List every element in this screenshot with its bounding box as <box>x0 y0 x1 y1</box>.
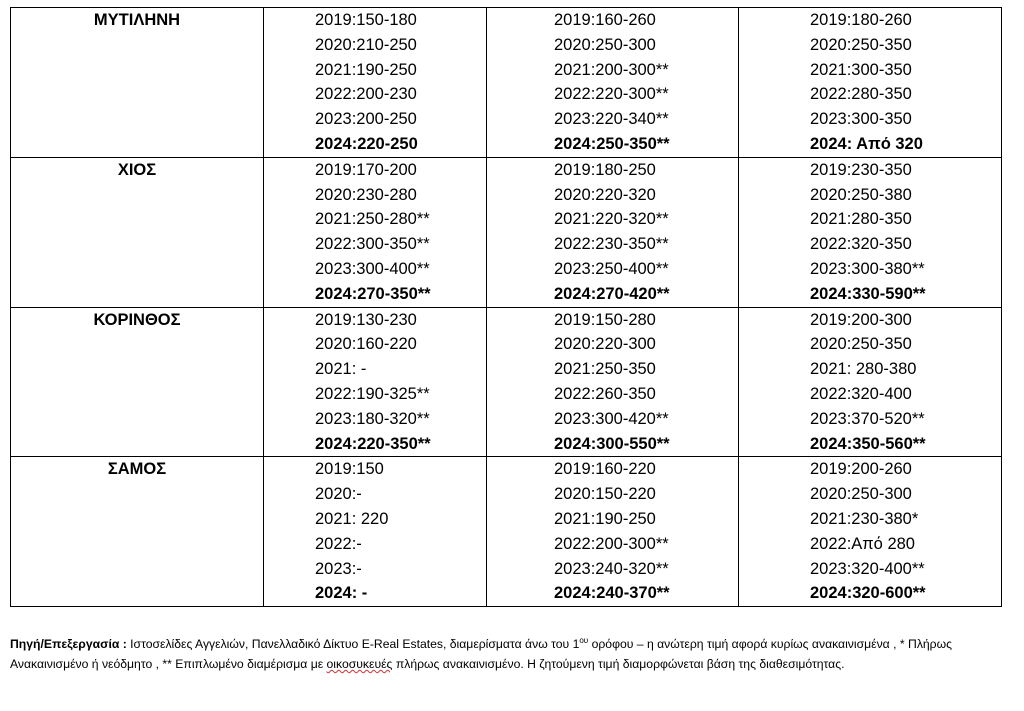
price-line: 2024:350-560** <box>810 434 926 453</box>
price-line: 2022:200-300** <box>554 534 669 553</box>
city-cell: ΚΟΡΙΝΘΟΣ <box>11 307 264 457</box>
price-cell-col3 <box>739 457 1002 607</box>
price-cell-col3 <box>739 8 1002 158</box>
price-line: 2020:160-220 <box>315 335 417 354</box>
footnote-text-part1: Ιστοσελίδες Αγγελιών, Πανελλαδικό Δίκτυο E-Real Estates, διαμερίσματα άνω του 1 <box>126 637 580 651</box>
price-line: 2024:300-550** <box>554 434 670 453</box>
price-cell-col1 <box>264 307 487 457</box>
price-line: 2022:230-350** <box>554 235 669 254</box>
price-line: 2023:250-400** <box>554 259 669 278</box>
price-line: 2022:190-325** <box>315 384 430 403</box>
price-line: 2019:180-260 <box>810 11 912 29</box>
price-line: 2023:220-340** <box>554 110 669 129</box>
price-line: 2022:260-350 <box>554 384 656 403</box>
price-line: 2020:220-320 <box>554 185 656 204</box>
price-line: 2023:- <box>315 559 362 578</box>
price-cell-col1 <box>264 157 487 307</box>
price-line: 2020:250-300 <box>810 485 912 504</box>
city-cell: ΣΑΜΟΣ <box>11 457 264 607</box>
price-cell-col2 <box>487 457 739 607</box>
price-line: 2022:320-400 <box>810 384 912 403</box>
price-line: 2023:200-250 <box>315 110 417 129</box>
price-line: 2019:150-280 <box>554 310 656 329</box>
price-line: 2020:150-220 <box>554 485 656 504</box>
price-line: 2019:170-200 <box>315 160 417 179</box>
price-line: 2020:230-280 <box>315 185 417 204</box>
price-line: 2023:370-520** <box>810 409 925 428</box>
footnote-text-part3: πλήρως ανακαινισμένο. Η ζητούμενη τιμή διαμορφώνεται βάση της διαθεσιμότητας. <box>392 657 845 671</box>
price-line: 2022:200-230 <box>315 85 417 104</box>
city-cell: ΧΙΟΣ <box>11 157 264 307</box>
footnote-source-label: Πηγή/Επεξεργασία : <box>10 637 127 651</box>
city-cell: ΜΥΤΙΛΗΝΗ <box>11 8 264 158</box>
price-line: 2019:160-220 <box>554 460 656 479</box>
price-cell-col2 <box>487 307 739 457</box>
price-line: 2023:240-320** <box>554 559 669 578</box>
price-line: 2022:220-300** <box>554 85 669 104</box>
price-line: 2024:270-420** <box>554 284 670 303</box>
price-line: 2024:240-370** <box>554 584 670 603</box>
price-line: 2022:Από 280 <box>810 534 915 553</box>
source-footnote <box>10 634 1000 674</box>
price-line: 2020:250-300 <box>554 35 656 54</box>
price-line: 2020:- <box>315 485 362 504</box>
price-line: 2023:300-350 <box>810 110 912 129</box>
price-line: 2022:- <box>315 534 362 553</box>
price-line: 2019:230-350 <box>810 160 912 179</box>
price-line: 2021:280-350 <box>810 210 912 229</box>
price-line: 2022:280-350 <box>810 85 912 104</box>
table-row <box>11 457 1002 607</box>
price-line: 2021: 280-380 <box>810 360 917 379</box>
price-line: 2022:320-350 <box>810 235 912 254</box>
price-cell-col3 <box>739 157 1002 307</box>
price-line: 2024:270-350** <box>315 284 431 303</box>
price-line: 2024: - <box>315 584 368 603</box>
price-line: 2020:250-350 <box>810 35 912 54</box>
price-line: 2021:190-250 <box>554 509 656 528</box>
price-line: 2021:300-350 <box>810 60 912 79</box>
footnote-text-part2: ορόφου – η ανώτερη τιμή αφορά κυρίως ανακαινισμένα , * Πλήρως Ανακαινισμένο ή νεόδμητο , ** Επιπλωμένο διαμέρισμα με <box>10 637 953 671</box>
price-line: 2024:220-250 <box>315 134 418 153</box>
price-cell-col1 <box>264 457 487 607</box>
footnote-superscript: ου <box>579 636 589 645</box>
price-line: 2024:220-350** <box>315 434 431 453</box>
price-line: 2019:150-180 <box>315 11 417 29</box>
price-line: 2023:300-420** <box>554 409 669 428</box>
price-line: 2024: Από 320 <box>810 134 923 153</box>
table-row <box>11 307 1002 457</box>
price-line: 2021:230-380* <box>810 509 919 528</box>
price-line: 2019:130-230 <box>315 310 417 329</box>
price-line: 2019:200-260 <box>810 460 912 479</box>
price-line: 2021:250-280** <box>315 210 430 229</box>
price-line: 2021: 220 <box>315 509 389 528</box>
price-line: 2021:190-250 <box>315 60 417 79</box>
price-line: 2021:200-300** <box>554 60 669 79</box>
price-line: 2024:250-350** <box>554 134 670 153</box>
price-cell-col3 <box>739 307 1002 457</box>
price-line: 2020:250-350 <box>810 335 912 354</box>
table-row <box>11 8 1002 158</box>
price-line: 2024:330-590** <box>810 284 926 303</box>
price-cell-col2 <box>487 8 739 158</box>
price-line: 2024:320-600** <box>810 584 926 603</box>
price-table <box>10 7 1002 607</box>
price-cell-col2 <box>487 157 739 307</box>
price-line: 2020:210-250 <box>315 35 417 54</box>
price-line: 2023:180-320** <box>315 409 430 428</box>
price-line: 2020:250-380 <box>810 185 912 204</box>
price-line: 2019:180-250 <box>554 160 656 179</box>
price-line: 2019:150 <box>315 460 384 479</box>
price-cell-col1 <box>264 8 487 158</box>
spellcheck-word[interactable]: οικοσυκευές <box>326 657 393 671</box>
price-line: 2019:200-300 <box>810 310 912 329</box>
price-line: 2021: - <box>315 360 367 379</box>
price-line: 2023:320-400** <box>810 559 925 578</box>
price-line: 2023:300-380** <box>810 259 925 278</box>
price-line: 2020:220-300 <box>554 335 656 354</box>
price-line: 2021:250-350 <box>554 360 656 379</box>
price-line: 2021:220-320** <box>554 210 669 229</box>
price-line: 2019:160-260 <box>554 11 656 29</box>
price-line: 2023:300-400** <box>315 259 430 278</box>
price-line: 2022:300-350** <box>315 235 430 254</box>
table-row <box>11 157 1002 307</box>
table-body <box>11 8 1002 607</box>
